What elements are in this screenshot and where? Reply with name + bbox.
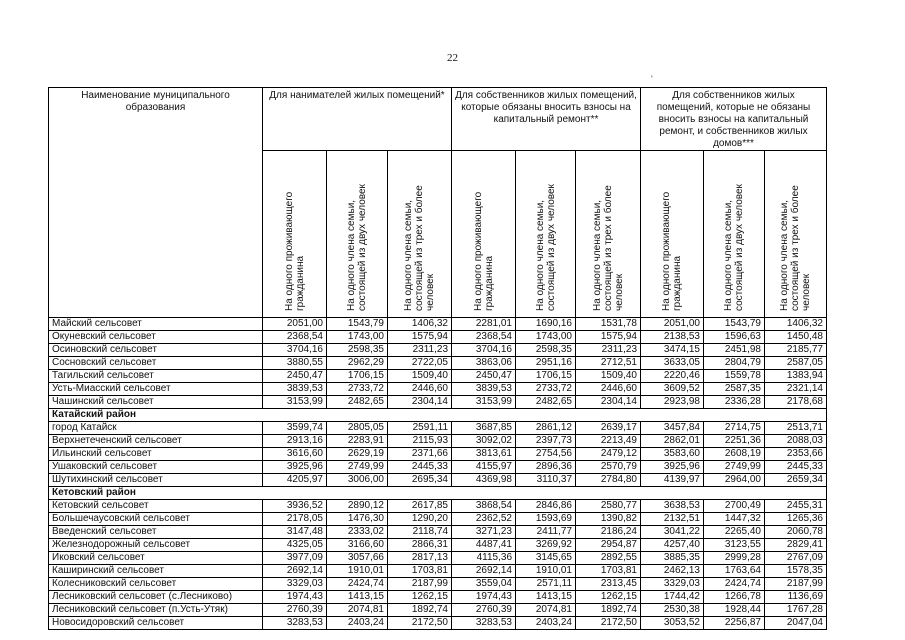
value-cell: 1974,43: [263, 591, 327, 604]
value-cell: 1703,81: [576, 565, 641, 578]
value-cell: 3704,16: [263, 344, 327, 357]
value-cell: 2805,05: [327, 422, 388, 435]
value-cell: 3583,60: [641, 448, 704, 461]
sub-header-3-3: На одного члена семьи, состоящей из трех и более человек: [765, 151, 827, 318]
value-cell: 1578,35: [765, 565, 827, 578]
table-row: [49, 331, 827, 344]
value-cell: 1543,79: [327, 318, 388, 331]
value-cell: 2051,00: [641, 318, 704, 331]
municipality-name: Новосидоровский сельсовет: [49, 617, 263, 630]
value-cell: 2896,36: [516, 461, 576, 474]
stray-mark: ': [651, 74, 653, 84]
value-cell: 1476,30: [327, 513, 388, 526]
value-cell: 1593,69: [516, 513, 576, 526]
value-cell: 3839,53: [263, 383, 327, 396]
municipality-name: Железнодорожный сельсовет: [49, 539, 263, 552]
value-cell: 1543,79: [704, 318, 765, 331]
value-cell: 3110,37: [516, 474, 576, 487]
value-cell: 2362,52: [452, 513, 516, 526]
value-cell: 1910,01: [327, 565, 388, 578]
sub-header-1-3: На одного члена семьи, состоящей из трех и более человек: [388, 151, 452, 318]
value-cell: 2587,35: [704, 383, 765, 396]
value-cell: 2371,66: [388, 448, 452, 461]
value-cell: 3880,55: [263, 357, 327, 370]
value-cell: 2051,00: [263, 318, 327, 331]
value-cell: 3329,03: [641, 578, 704, 591]
value-cell: 2784,80: [576, 474, 641, 487]
value-cell: 2749,99: [704, 461, 765, 474]
value-cell: 2283,91: [327, 435, 388, 448]
value-cell: 2397,73: [516, 435, 576, 448]
value-cell: 2923,98: [641, 396, 704, 409]
name-column-header: Наименование муниципального образования: [49, 88, 263, 318]
table-row: [49, 357, 827, 370]
value-cell: 1767,28: [765, 604, 827, 617]
municipality-name: Осиновский сельсовет: [49, 344, 263, 357]
value-cell: 2445,33: [388, 461, 452, 474]
value-cell: 3041,22: [641, 526, 704, 539]
value-cell: 1744,42: [641, 591, 704, 604]
value-cell: 1413,15: [516, 591, 576, 604]
table-row: [49, 513, 827, 526]
value-cell: 2281,01: [452, 318, 516, 331]
value-cell: 2304,14: [388, 396, 452, 409]
value-cell: 1743,00: [327, 331, 388, 344]
value-cell: 1265,36: [765, 513, 827, 526]
municipality-name: Большечаусовский сельсовет: [49, 513, 263, 526]
value-cell: 2767,09: [765, 552, 827, 565]
value-cell: 2118,74: [388, 526, 452, 539]
municipality-name: Шутихинский сельсовет: [49, 474, 263, 487]
value-cell: 3925,96: [641, 461, 704, 474]
value-cell: 1406,32: [765, 318, 827, 331]
value-cell: 2639,17: [576, 422, 641, 435]
value-cell: 2088,03: [765, 435, 827, 448]
value-cell: 1690,16: [516, 318, 576, 331]
value-cell: 2760,39: [452, 604, 516, 617]
table-row: [49, 435, 827, 448]
value-cell: 2591,11: [388, 422, 452, 435]
value-cell: 2132,51: [641, 513, 704, 526]
sub-header-3-1: На одного проживающего гражданина: [641, 151, 704, 318]
municipality-name: Введенский сельсовет: [49, 526, 263, 539]
value-cell: 2846,86: [516, 500, 576, 513]
value-cell: 1892,74: [576, 604, 641, 617]
value-cell: 3153,99: [263, 396, 327, 409]
value-cell: 2336,28: [704, 396, 765, 409]
table-row: [49, 539, 827, 552]
value-cell: 1910,01: [516, 565, 576, 578]
value-cell: 2913,16: [263, 435, 327, 448]
table-row: [49, 526, 827, 539]
value-cell: 1763,64: [704, 565, 765, 578]
value-cell: 3704,16: [452, 344, 516, 357]
value-cell: 3633,05: [641, 357, 704, 370]
value-cell: 3687,85: [452, 422, 516, 435]
value-cell: 2722,05: [388, 357, 452, 370]
value-cell: 4155,97: [452, 461, 516, 474]
table-row: [49, 396, 827, 409]
district-heading: Катайский район: [49, 409, 827, 422]
value-cell: 3053,52: [641, 617, 704, 630]
value-cell: 2749,99: [327, 461, 388, 474]
value-cell: 2530,38: [641, 604, 704, 617]
value-cell: 4487,41: [452, 539, 516, 552]
value-cell: 2321,14: [765, 383, 827, 396]
municipality-name: город Катайск: [49, 422, 263, 435]
value-cell: 1892,74: [388, 604, 452, 617]
page-number: 22: [447, 52, 458, 64]
value-cell: 4205,97: [263, 474, 327, 487]
sub-header-3-2: На одного члена семьи, состоящей из двух человек: [704, 151, 765, 318]
value-cell: 2617,85: [388, 500, 452, 513]
value-cell: 2804,79: [704, 357, 765, 370]
table-row: [49, 370, 827, 383]
value-cell: 1136,69: [765, 591, 827, 604]
group-header-owners-obliged: Для собственников жилых помещений, которые обязаны вносить взносы на капитальный ремонт**: [452, 88, 641, 151]
value-cell: 1596,63: [704, 331, 765, 344]
value-cell: 2368,54: [263, 331, 327, 344]
value-cell: 1390,82: [576, 513, 641, 526]
value-cell: 3936,52: [263, 500, 327, 513]
value-cell: 3885,35: [641, 552, 704, 565]
value-cell: 2754,56: [516, 448, 576, 461]
value-cell: 2187,99: [765, 578, 827, 591]
value-cell: 2424,74: [704, 578, 765, 591]
value-cell: 2115,93: [388, 435, 452, 448]
value-cell: 2446,60: [576, 383, 641, 396]
value-cell: 3329,03: [263, 578, 327, 591]
table-row: [49, 617, 827, 630]
table-row: [49, 474, 827, 487]
municipality-name: Усть-Миасский сельсовет: [49, 383, 263, 396]
value-cell: 3269,92: [516, 539, 576, 552]
value-cell: 1706,15: [516, 370, 576, 383]
value-cell: 2712,51: [576, 357, 641, 370]
value-cell: 2333,02: [327, 526, 388, 539]
value-cell: 2692,14: [452, 565, 516, 578]
value-cell: 2482,65: [327, 396, 388, 409]
table-row: [49, 591, 827, 604]
district-heading: Кетовский район: [49, 487, 827, 500]
municipality-name: Тагильский сельсовет: [49, 370, 263, 383]
value-cell: 2964,00: [704, 474, 765, 487]
sub-header-2-3: На одного члена семьи, состоящей из трех и более человек: [576, 151, 641, 318]
table-row: [49, 383, 827, 396]
value-cell: 2074,81: [327, 604, 388, 617]
value-cell: 2172,50: [388, 617, 452, 630]
value-cell: 3283,53: [452, 617, 516, 630]
value-cell: 3283,53: [263, 617, 327, 630]
table-row: [49, 500, 827, 513]
value-cell: 2178,05: [263, 513, 327, 526]
value-cell: 1974,43: [452, 591, 516, 604]
value-cell: 1383,94: [765, 370, 827, 383]
municipality-name: Верхнетеченский сельсовет: [49, 435, 263, 448]
value-cell: 3153,99: [452, 396, 516, 409]
table-row: [49, 604, 827, 617]
value-cell: 2861,12: [516, 422, 576, 435]
value-cell: 2513,71: [765, 422, 827, 435]
value-cell: 2450,47: [452, 370, 516, 383]
value-cell: 2700,49: [704, 500, 765, 513]
district-row: [49, 409, 827, 422]
value-cell: 2304,14: [576, 396, 641, 409]
value-cell: 2451,98: [704, 344, 765, 357]
value-cell: 2695,34: [388, 474, 452, 487]
value-cell: 1447,32: [704, 513, 765, 526]
value-cell: 2962,29: [327, 357, 388, 370]
municipality-name: Лесниковский сельсовет (п.Усть-Утяк): [49, 604, 263, 617]
value-cell: 3092,02: [452, 435, 516, 448]
value-cell: 2060,78: [765, 526, 827, 539]
value-cell: 3057,66: [327, 552, 388, 565]
value-cell: 3638,53: [641, 500, 704, 513]
value-cell: 1743,00: [516, 331, 576, 344]
value-cell: 2186,24: [576, 526, 641, 539]
sub-header-1-2: На одного члена семьи, состоящей из двух человек: [327, 151, 388, 318]
value-cell: 3609,52: [641, 383, 704, 396]
sub-header-1-1: На одного проживающего гражданина: [263, 151, 327, 318]
table-row: [49, 344, 827, 357]
municipality-name: Лесниковский сельсовет (с.Лесниково): [49, 591, 263, 604]
value-cell: 1450,48: [765, 331, 827, 344]
table-row: [49, 422, 827, 435]
value-cell: 2692,14: [263, 565, 327, 578]
value-cell: 1406,32: [388, 318, 452, 331]
sub-header-2-2: На одного члена семьи, состоящей из двух человек: [516, 151, 576, 318]
value-cell: 3839,53: [452, 383, 516, 396]
value-cell: 2074,81: [516, 604, 576, 617]
value-cell: 3474,15: [641, 344, 704, 357]
table-row: [49, 318, 827, 331]
value-cell: 2598,35: [327, 344, 388, 357]
value-cell: 2445,33: [765, 461, 827, 474]
group-header-tenants: Для нанимателей жилых помещений*: [263, 88, 452, 151]
value-cell: 2411,77: [516, 526, 576, 539]
value-cell: 2482,65: [516, 396, 576, 409]
value-cell: 3166,60: [327, 539, 388, 552]
value-cell: 2047,04: [765, 617, 827, 630]
value-cell: 3616,60: [263, 448, 327, 461]
table-row: [49, 552, 827, 565]
value-cell: 1509,40: [576, 370, 641, 383]
value-cell: 3145,65: [516, 552, 576, 565]
value-cell: 2403,24: [327, 617, 388, 630]
value-cell: 4325,05: [263, 539, 327, 552]
table-row: [49, 578, 827, 591]
value-cell: 3925,96: [263, 461, 327, 474]
municipality-name: Каширинский сельсовет: [49, 565, 263, 578]
value-cell: 2866,31: [388, 539, 452, 552]
value-cell: 3006,00: [327, 474, 388, 487]
value-cell: 1531,78: [576, 318, 641, 331]
value-cell: 2608,19: [704, 448, 765, 461]
value-cell: 2353,66: [765, 448, 827, 461]
value-cell: 2817,13: [388, 552, 452, 565]
value-cell: 1575,94: [576, 331, 641, 344]
value-cell: 2892,55: [576, 552, 641, 565]
value-cell: 4257,40: [641, 539, 704, 552]
value-cell: 2951,16: [516, 357, 576, 370]
value-cell: 1703,81: [388, 565, 452, 578]
value-cell: 2311,23: [388, 344, 452, 357]
table-row: [49, 448, 827, 461]
value-cell: 3271,23: [452, 526, 516, 539]
value-cell: 3813,61: [452, 448, 516, 461]
value-cell: 2733,72: [327, 383, 388, 396]
municipality-name: Майский сельсовет: [49, 318, 263, 331]
value-cell: 3559,04: [452, 578, 516, 591]
value-cell: 3123,55: [704, 539, 765, 552]
value-cell: 1706,15: [327, 370, 388, 383]
value-cell: 1509,40: [388, 370, 452, 383]
municipality-name: Колесниковский сельсовет: [49, 578, 263, 591]
value-cell: 2587,05: [765, 357, 827, 370]
value-cell: 2999,28: [704, 552, 765, 565]
value-cell: 1928,44: [704, 604, 765, 617]
value-cell: 2265,40: [704, 526, 765, 539]
municipality-name: Чашинский сельсовет: [49, 396, 263, 409]
value-cell: 2172,50: [576, 617, 641, 630]
value-cell: 2862,01: [641, 435, 704, 448]
value-cell: 1559,78: [704, 370, 765, 383]
value-cell: 2629,19: [327, 448, 388, 461]
value-cell: 4369,98: [452, 474, 516, 487]
value-cell: 2187,99: [388, 578, 452, 591]
municipality-name: Окуневский сельсовет: [49, 331, 263, 344]
value-cell: 2424,74: [327, 578, 388, 591]
value-cell: 1266,78: [704, 591, 765, 604]
value-cell: 3977,09: [263, 552, 327, 565]
municipality-name: Сосновский сельсовет: [49, 357, 263, 370]
value-cell: 2455,31: [765, 500, 827, 513]
value-cell: 2220,46: [641, 370, 704, 383]
value-cell: 2256,87: [704, 617, 765, 630]
value-cell: 2570,79: [576, 461, 641, 474]
value-cell: 1262,15: [388, 591, 452, 604]
value-cell: 3863,06: [452, 357, 516, 370]
value-cell: 2571,11: [516, 578, 576, 591]
value-cell: 2829,41: [765, 539, 827, 552]
value-cell: 2178,68: [765, 396, 827, 409]
table-row: [49, 461, 827, 474]
value-cell: 3147,48: [263, 526, 327, 539]
district-row: [49, 487, 827, 500]
value-cell: 3868,54: [452, 500, 516, 513]
municipality-name: Ильинский сельсовет: [49, 448, 263, 461]
value-cell: 1262,15: [576, 591, 641, 604]
value-cell: 2714,75: [704, 422, 765, 435]
value-cell: 4115,36: [452, 552, 516, 565]
table-body: [49, 318, 827, 630]
value-cell: 2580,77: [576, 500, 641, 513]
municipality-name: Кетовский сельсовет: [49, 500, 263, 513]
sub-header-2-1: На одного проживающего гражданина: [452, 151, 516, 318]
value-cell: 4139,97: [641, 474, 704, 487]
value-cell: 3599,74: [263, 422, 327, 435]
value-cell: 2313,45: [576, 578, 641, 591]
value-cell: 2598,35: [516, 344, 576, 357]
municipality-name: Ушаковский сельсовет: [49, 461, 263, 474]
value-cell: 2733,72: [516, 383, 576, 396]
value-cell: 2251,36: [704, 435, 765, 448]
municipality-name: Иковский сельсовет: [49, 552, 263, 565]
value-cell: 2368,54: [452, 331, 516, 344]
value-cell: 2185,77: [765, 344, 827, 357]
value-cell: 1575,94: [388, 331, 452, 344]
value-cell: 2213,49: [576, 435, 641, 448]
value-cell: 2479,12: [576, 448, 641, 461]
value-cell: 2890,12: [327, 500, 388, 513]
value-cell: 1290,20: [388, 513, 452, 526]
table-row: [49, 565, 827, 578]
subsistence-table: [48, 87, 827, 630]
value-cell: 2138,53: [641, 331, 704, 344]
value-cell: 2311,23: [576, 344, 641, 357]
value-cell: 2659,34: [765, 474, 827, 487]
value-cell: 2954,87: [576, 539, 641, 552]
group-header-owners-not-obliged: Для собственников жилых помещений, которые не обязаны вносить взносы на капитальный ремонт, и собственников жилых домов***: [641, 88, 827, 151]
value-cell: 2446,60: [388, 383, 452, 396]
value-cell: 2450,47: [263, 370, 327, 383]
value-cell: 2760,39: [263, 604, 327, 617]
value-cell: 3457,84: [641, 422, 704, 435]
value-cell: 1413,15: [327, 591, 388, 604]
value-cell: 2462,13: [641, 565, 704, 578]
value-cell: 2403,24: [516, 617, 576, 630]
